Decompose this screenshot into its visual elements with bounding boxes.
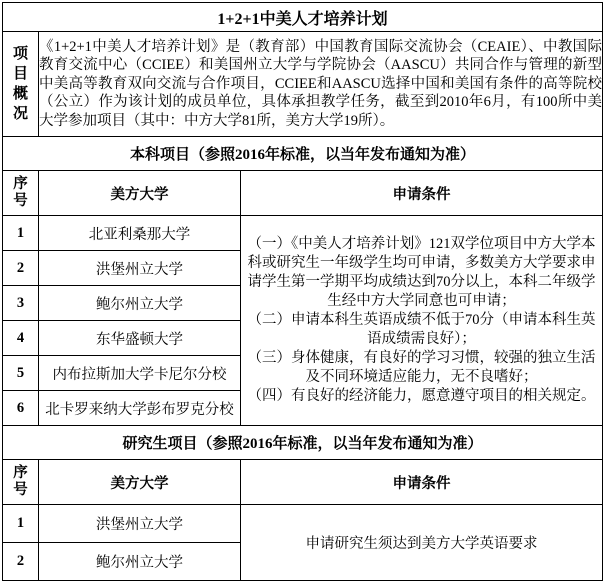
row-number: 2 bbox=[3, 543, 39, 581]
condition-item: （三）身体健康，有良好的学习习惯，较强的独立生活及不同环境适应能力，无不良嗜好； bbox=[247, 350, 596, 385]
row-number: 1 bbox=[3, 505, 39, 543]
page-title: 1+2+1中美人才培养计划 bbox=[3, 3, 603, 32]
overview-row bbox=[3, 32, 603, 137]
overview-label-cell bbox=[3, 32, 39, 137]
undergrad-conditions-cell bbox=[241, 216, 603, 426]
undergrad-section-title: 本科项目（参照2016年标准，以当年发布通知为准） bbox=[3, 137, 603, 171]
row-number: 1 bbox=[3, 216, 39, 251]
university-name: 鲍尔州立大学 bbox=[39, 543, 241, 581]
university-name: 鲍尔州立大学 bbox=[39, 286, 241, 321]
university-name: 东华盛顿大学 bbox=[39, 321, 241, 356]
undergrad-header-university: 美方大学 bbox=[39, 171, 241, 216]
graduate-section-title: 研究生项目（参照2016年标准，以当年发布通知为准） bbox=[3, 426, 603, 460]
undergrad-header-no: 序号 bbox=[3, 171, 39, 216]
undergrad-section-row bbox=[3, 137, 603, 171]
row-number: 6 bbox=[3, 391, 39, 426]
university-name: 洪堡州立大学 bbox=[39, 251, 241, 286]
graduate-header-row bbox=[3, 460, 603, 505]
graduate-section-row bbox=[3, 426, 603, 460]
row-number: 5 bbox=[3, 356, 39, 391]
graduate-header-no: 序号 bbox=[3, 460, 39, 505]
title-row bbox=[3, 3, 603, 32]
university-name: 内布拉斯加大学卡尼尔分校 bbox=[39, 356, 241, 391]
graduate-conditions-cell: 申请研究生须达到美方大学英语要求 bbox=[241, 505, 603, 581]
row-number: 3 bbox=[3, 286, 39, 321]
undergrad-header-row bbox=[3, 171, 603, 216]
graduate-header-university: 美方大学 bbox=[39, 460, 241, 505]
row-number: 2 bbox=[3, 251, 39, 286]
program-table bbox=[2, 2, 603, 581]
university-name: 北卡罗来纳大学彭布罗克分校 bbox=[39, 391, 241, 426]
graduate-header-conditions: 申请条件 bbox=[241, 460, 603, 505]
condition-item: （二）申请本科生英语成绩不低于70分（申请本科生英语成绩需良好）； bbox=[247, 312, 596, 347]
overview-label: 项目概况 bbox=[13, 46, 29, 122]
university-name: 洪堡州立大学 bbox=[39, 505, 241, 543]
graduate-row bbox=[3, 505, 603, 543]
document-page bbox=[0, 2, 605, 585]
row-number: 4 bbox=[3, 321, 39, 356]
university-name: 北亚利桑那大学 bbox=[39, 216, 241, 251]
condition-item: （四）有良好的经济能力，愿意遵守项目的相关规定。 bbox=[247, 388, 596, 404]
undergrad-row bbox=[3, 216, 603, 251]
condition-item: （一）《中美人才培养计划》121双学位项目中方大学本科或研究生一年级学生均可申请，多数美方大学要求申请学生第一学期平均成绩达到70分以上，本科二年级学生经中方大学同意也可申请； bbox=[247, 236, 596, 309]
overview-text: 《1+2+1中美人才培养计划》是（教育部）中国教育国际交流协会（CEAIE）、中教国际教育交流中心（CCIEE）和美国州立大学与学院协会（AASCU）共同合作与管理的新型中美高等教育双向交流与合作项目，CCIEE和AASCU选择中国和美国有条件的高等院校（公立）作为该计划的成员单位，具体承担教学任务，截至到2010年6月，有100所中美大学参加项目（其中：中方大学81所，美方大学19所）。 bbox=[39, 32, 603, 137]
undergrad-header-conditions: 申请条件 bbox=[241, 171, 603, 216]
